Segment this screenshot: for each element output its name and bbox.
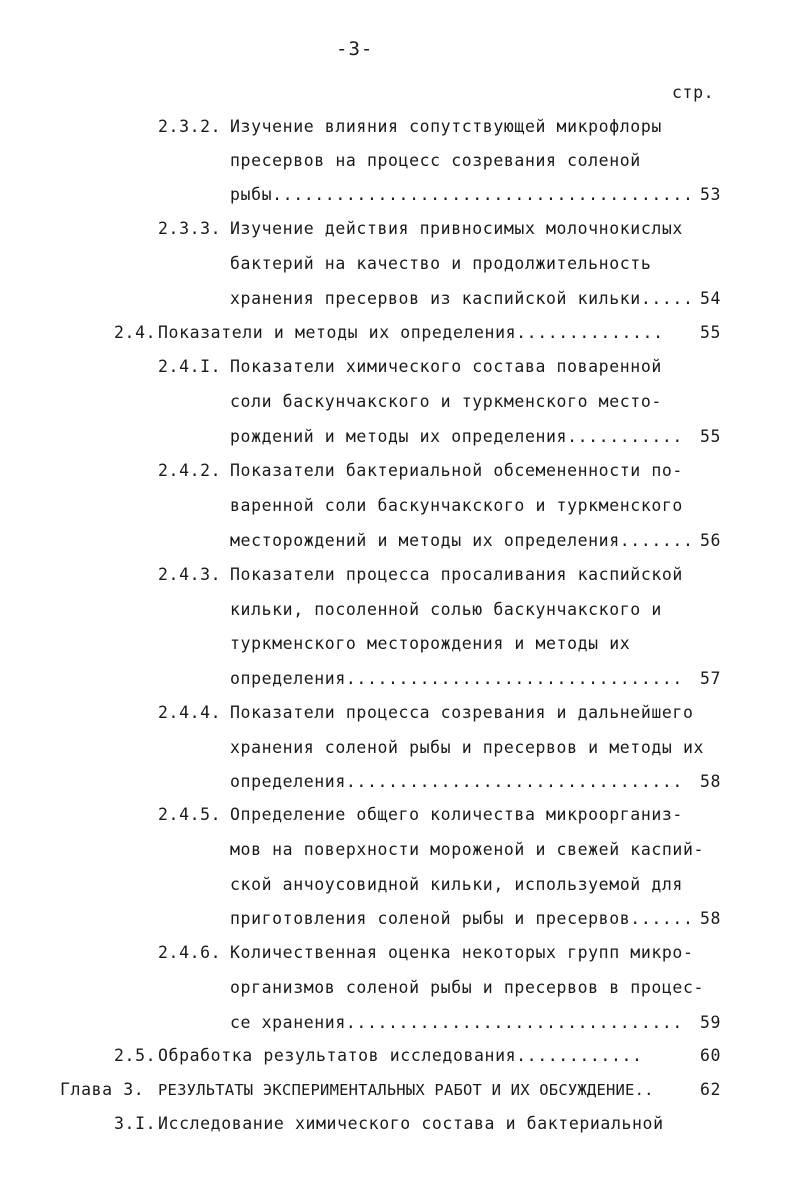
toc-entry-line: организмов соленой рыбы и пресервов в процес- bbox=[230, 978, 705, 997]
toc-entry-number: 2.4.5. bbox=[158, 805, 222, 824]
toc-entry-number: 2.4.4. bbox=[158, 703, 222, 722]
toc-entry-line: Показатели бактериальной обсемененности по- bbox=[230, 461, 683, 480]
toc-entry-line: варенной соли баскунчакского и туркменского bbox=[230, 496, 683, 515]
toc-entry-number: 2.5. bbox=[114, 1046, 157, 1065]
toc-entry-line: туркменского месторождения и методы их bbox=[230, 634, 631, 653]
toc-entry-line: Определение общего количества микроорганиз- bbox=[230, 805, 683, 824]
toc-entry-number: 2.3.2. bbox=[158, 117, 222, 136]
toc-entry-line: пресервов на процесс созревания соленой bbox=[230, 151, 641, 170]
toc-page-ref: 53 bbox=[700, 185, 722, 204]
toc-page-ref: 60 bbox=[700, 1046, 722, 1065]
toc-entry-line: месторождений и методы их определения....... bbox=[230, 531, 694, 550]
toc-entry-line: хранения соленой рыбы и пресервов и методы их bbox=[230, 738, 705, 757]
toc-entry-number: 2.4.3. bbox=[158, 565, 222, 584]
toc-entry-line: мов на поверхности мороженой и свежей каспий- bbox=[230, 840, 705, 859]
toc-entry-line: определения................................ bbox=[230, 669, 683, 688]
toc-page-ref: 59 bbox=[700, 1013, 722, 1032]
toc-entry-line: кильки, посоленной солью баскунчакского и bbox=[230, 600, 662, 619]
toc-entry-line: соли баскунчакского и туркменского место- bbox=[230, 392, 662, 411]
toc-page-ref: 58 bbox=[700, 772, 722, 791]
toc-entry-number: 2.4.I. bbox=[158, 357, 222, 376]
toc-page-ref: 55 bbox=[700, 427, 722, 446]
toc-page-ref: 62 bbox=[700, 1080, 722, 1099]
toc-page-ref: 57 bbox=[700, 669, 722, 688]
toc-entry-line: приготовления соленой рыбы и пресервов...... bbox=[230, 909, 694, 928]
toc-page-ref: 54 bbox=[700, 289, 722, 308]
toc-page-ref: 58 bbox=[700, 909, 722, 928]
toc-entry-line: Изучение действия привносимых молочнокислых bbox=[230, 219, 683, 238]
toc-entry-number: 2.4.2. bbox=[158, 461, 222, 480]
toc-entry-line: Обработка результатов исследования............ bbox=[158, 1046, 643, 1065]
toc-entry-line: рыбы........................................ bbox=[230, 185, 694, 204]
toc-entry-line: бактерий на качество и продолжительность bbox=[230, 254, 652, 273]
page-number: -3- bbox=[336, 38, 374, 60]
toc-entry-line: Исследование химического состава и бактериальной bbox=[158, 1114, 664, 1133]
toc-entry-line: Показатели процесса просаливания каспийской bbox=[230, 565, 683, 584]
toc-entry-line: рождений и методы их определения........... bbox=[230, 427, 683, 446]
toc-entry-number: 2.4.6. bbox=[158, 943, 222, 962]
toc-entry-line: Показатели и методы их определения.............. bbox=[158, 323, 664, 342]
toc-entry-line: хранения пресервов из каспийской кильки..... bbox=[230, 289, 694, 308]
toc-entry-line: Показатели процесса созревания и дальнейшего bbox=[230, 703, 694, 722]
toc-entry-number: 3.I. bbox=[114, 1114, 157, 1133]
page-column-header: стр. bbox=[672, 83, 715, 102]
toc-page-ref: 56 bbox=[700, 531, 722, 550]
toc-chapter-title: РЕЗУЛЬТАТЫ ЭКСПЕРИМЕНТАЛЬНЫХ РАБОТ И ИХ ОБСУЖДЕНИЕ.. bbox=[158, 1081, 654, 1099]
toc-entry-line: ской анчоусовидной кильки, используемой для bbox=[230, 875, 683, 894]
toc-entry-number: 2.3.3. bbox=[158, 219, 222, 238]
toc-entry-line: Показатели химического состава поваренной bbox=[230, 357, 662, 376]
toc-entry-line: Количественная оценка некоторых групп микро- bbox=[230, 943, 694, 962]
toc-entry-line: определения................................ bbox=[230, 772, 683, 791]
toc-page-ref: 55 bbox=[700, 323, 722, 342]
toc-entry-line: Изучение влияния сопутствующей микрофлоры bbox=[230, 117, 662, 136]
toc-entry-number: 2.4. bbox=[114, 323, 157, 342]
toc-entry-line: се хранения................................ bbox=[230, 1013, 683, 1032]
toc-chapter-label: Глава 3. bbox=[60, 1080, 145, 1099]
